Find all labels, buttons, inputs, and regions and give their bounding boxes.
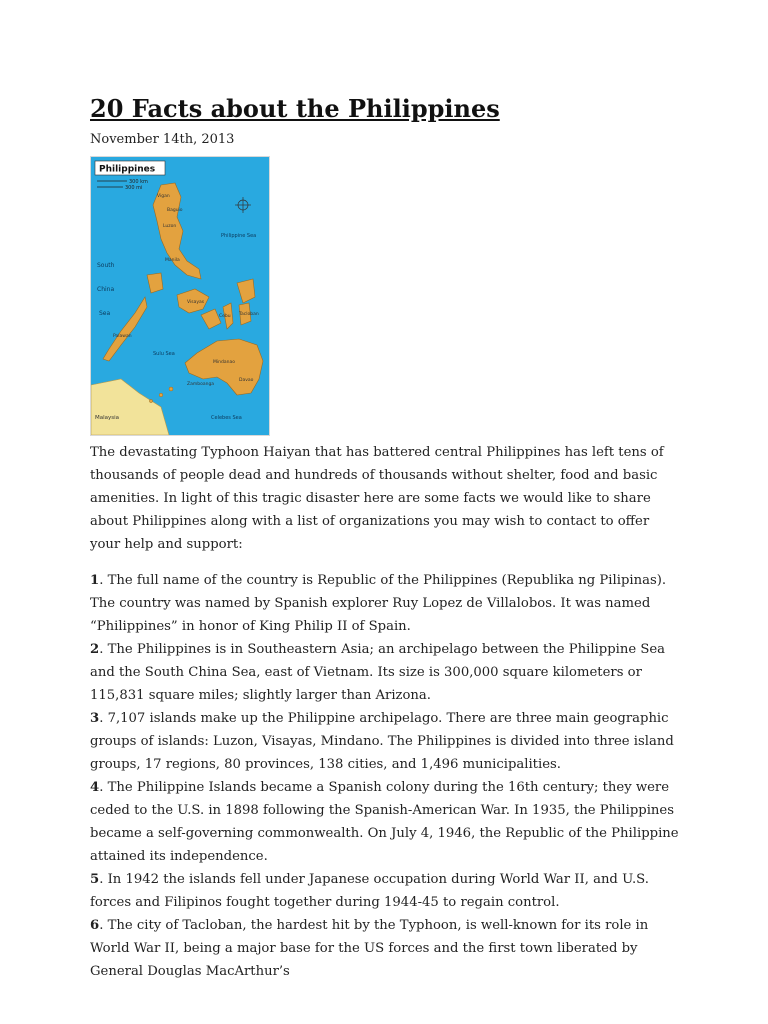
map-label-philippine-sea: Philippine Sea — [221, 233, 257, 239]
map-label-manila: Manila — [165, 258, 180, 263]
fact-number: 2 — [90, 642, 100, 658]
fact-text: . In 1942 the islands fell under Japanese occupation during World War II, and U.S. forces and Filipinos fought together during 1944-45 to regain control. — [90, 872, 649, 911]
map-label-luzon: Luzon — [163, 224, 177, 229]
map-label-sulu-sea: Sulu Sea — [153, 351, 175, 357]
fact-text: . The Philippines is in Southeastern Asia; an archipelago between the Philippine Sea and the South China Sea, east of Vietnam. Its size is 300,000 square kilometers or 115,831 square miles; slightly larger than Arizona. — [90, 642, 666, 704]
map-label-south: South — [97, 262, 115, 269]
article-date: November 14th, 2013 — [90, 132, 235, 147]
map-label-sea: Sea — [99, 310, 111, 317]
fact-item — [90, 569, 680, 638]
fact-text: . 7,107 islands make up the Philippine archipelago. There are three main geographic groups of islands: Luzon, Visayas, Mindano. The Philippines is divided into three island groups, 17 regions, 80 provinces, 138 cities, and 1,496 municipalities. — [90, 711, 674, 773]
map-label-cebu: Cebu — [219, 314, 231, 319]
map-sulu-island — [169, 387, 173, 391]
intro-paragraph: The devastating Typhoon Haiyan that has battered central Philippines has left tens of thousands of people dead and hundreds of thousands without shelter, food and basic amenities. In light of this tragic disaster here are some facts we would like to share about Philippines along with a list of organizations you may wish to contact to offer your help and support: — [90, 445, 664, 552]
fact-number: 4 — [90, 780, 100, 796]
map-scale-km: 300 km — [129, 179, 148, 185]
fact-item — [90, 638, 680, 707]
fact-number: 5 — [90, 872, 100, 888]
map-scale-mi: 300 mi — [125, 185, 143, 191]
map-graphic — [91, 157, 269, 435]
map-label-tacloban: Tacloban — [239, 312, 259, 317]
facts-list — [90, 569, 680, 983]
fact-item — [90, 914, 680, 983]
map-label-mindanao: Mindanao — [213, 360, 235, 365]
article — [90, 92, 680, 983]
map-label-vigan: Vigan — [157, 194, 170, 199]
philippines-map — [90, 156, 270, 436]
fact-text: . The Philippine Islands became a Spanish colony during the 16th century; they were ceded to the U.S. in 1898 following the Spanish-American War. In 1935, the Philippines became a self-governing commonwealth. On July 4, 1946, the Republic of the Philippine attained its independence. — [90, 780, 679, 865]
fact-number: 3 — [90, 711, 100, 727]
map-label-visayas: Visayas — [187, 300, 205, 305]
map-sulu-island — [149, 399, 152, 402]
map-title: Philippines — [99, 164, 156, 175]
fact-text: . The full name of the country is Republic of the Philippines (Republika ng Pilipinas). The country was named by Spanish explorer Ruy Lopez de Villalobos. It was named “Philippines” in honor of King Philip II of Spain. — [90, 573, 667, 635]
fact-item — [90, 707, 680, 776]
map-label-malaysia: Malaysia — [95, 415, 120, 421]
map-label-china: China — [97, 286, 115, 293]
fact-item — [90, 776, 680, 868]
map-label-zamboanga: Zamboanga — [187, 382, 215, 387]
map-label-davao: Davao — [239, 378, 254, 383]
fact-item — [90, 868, 680, 914]
article-title: 20 Facts about the Philippines — [90, 94, 500, 123]
map-label-baguio: Baguio — [167, 208, 183, 213]
map-sulu-island — [159, 393, 163, 397]
fact-number: 1 — [90, 573, 100, 589]
map-label-palawan: Palawan — [113, 334, 132, 339]
fact-number: 6 — [90, 918, 100, 934]
fact-text: . The city of Tacloban, the hardest hit by the Typhoon, is well-known for its role in World War II, being a major base for the US forces and the first town liberated by General Douglas MacArthur’s — [90, 918, 649, 980]
map-label-celebes-sea: Celebes Sea — [211, 415, 242, 421]
